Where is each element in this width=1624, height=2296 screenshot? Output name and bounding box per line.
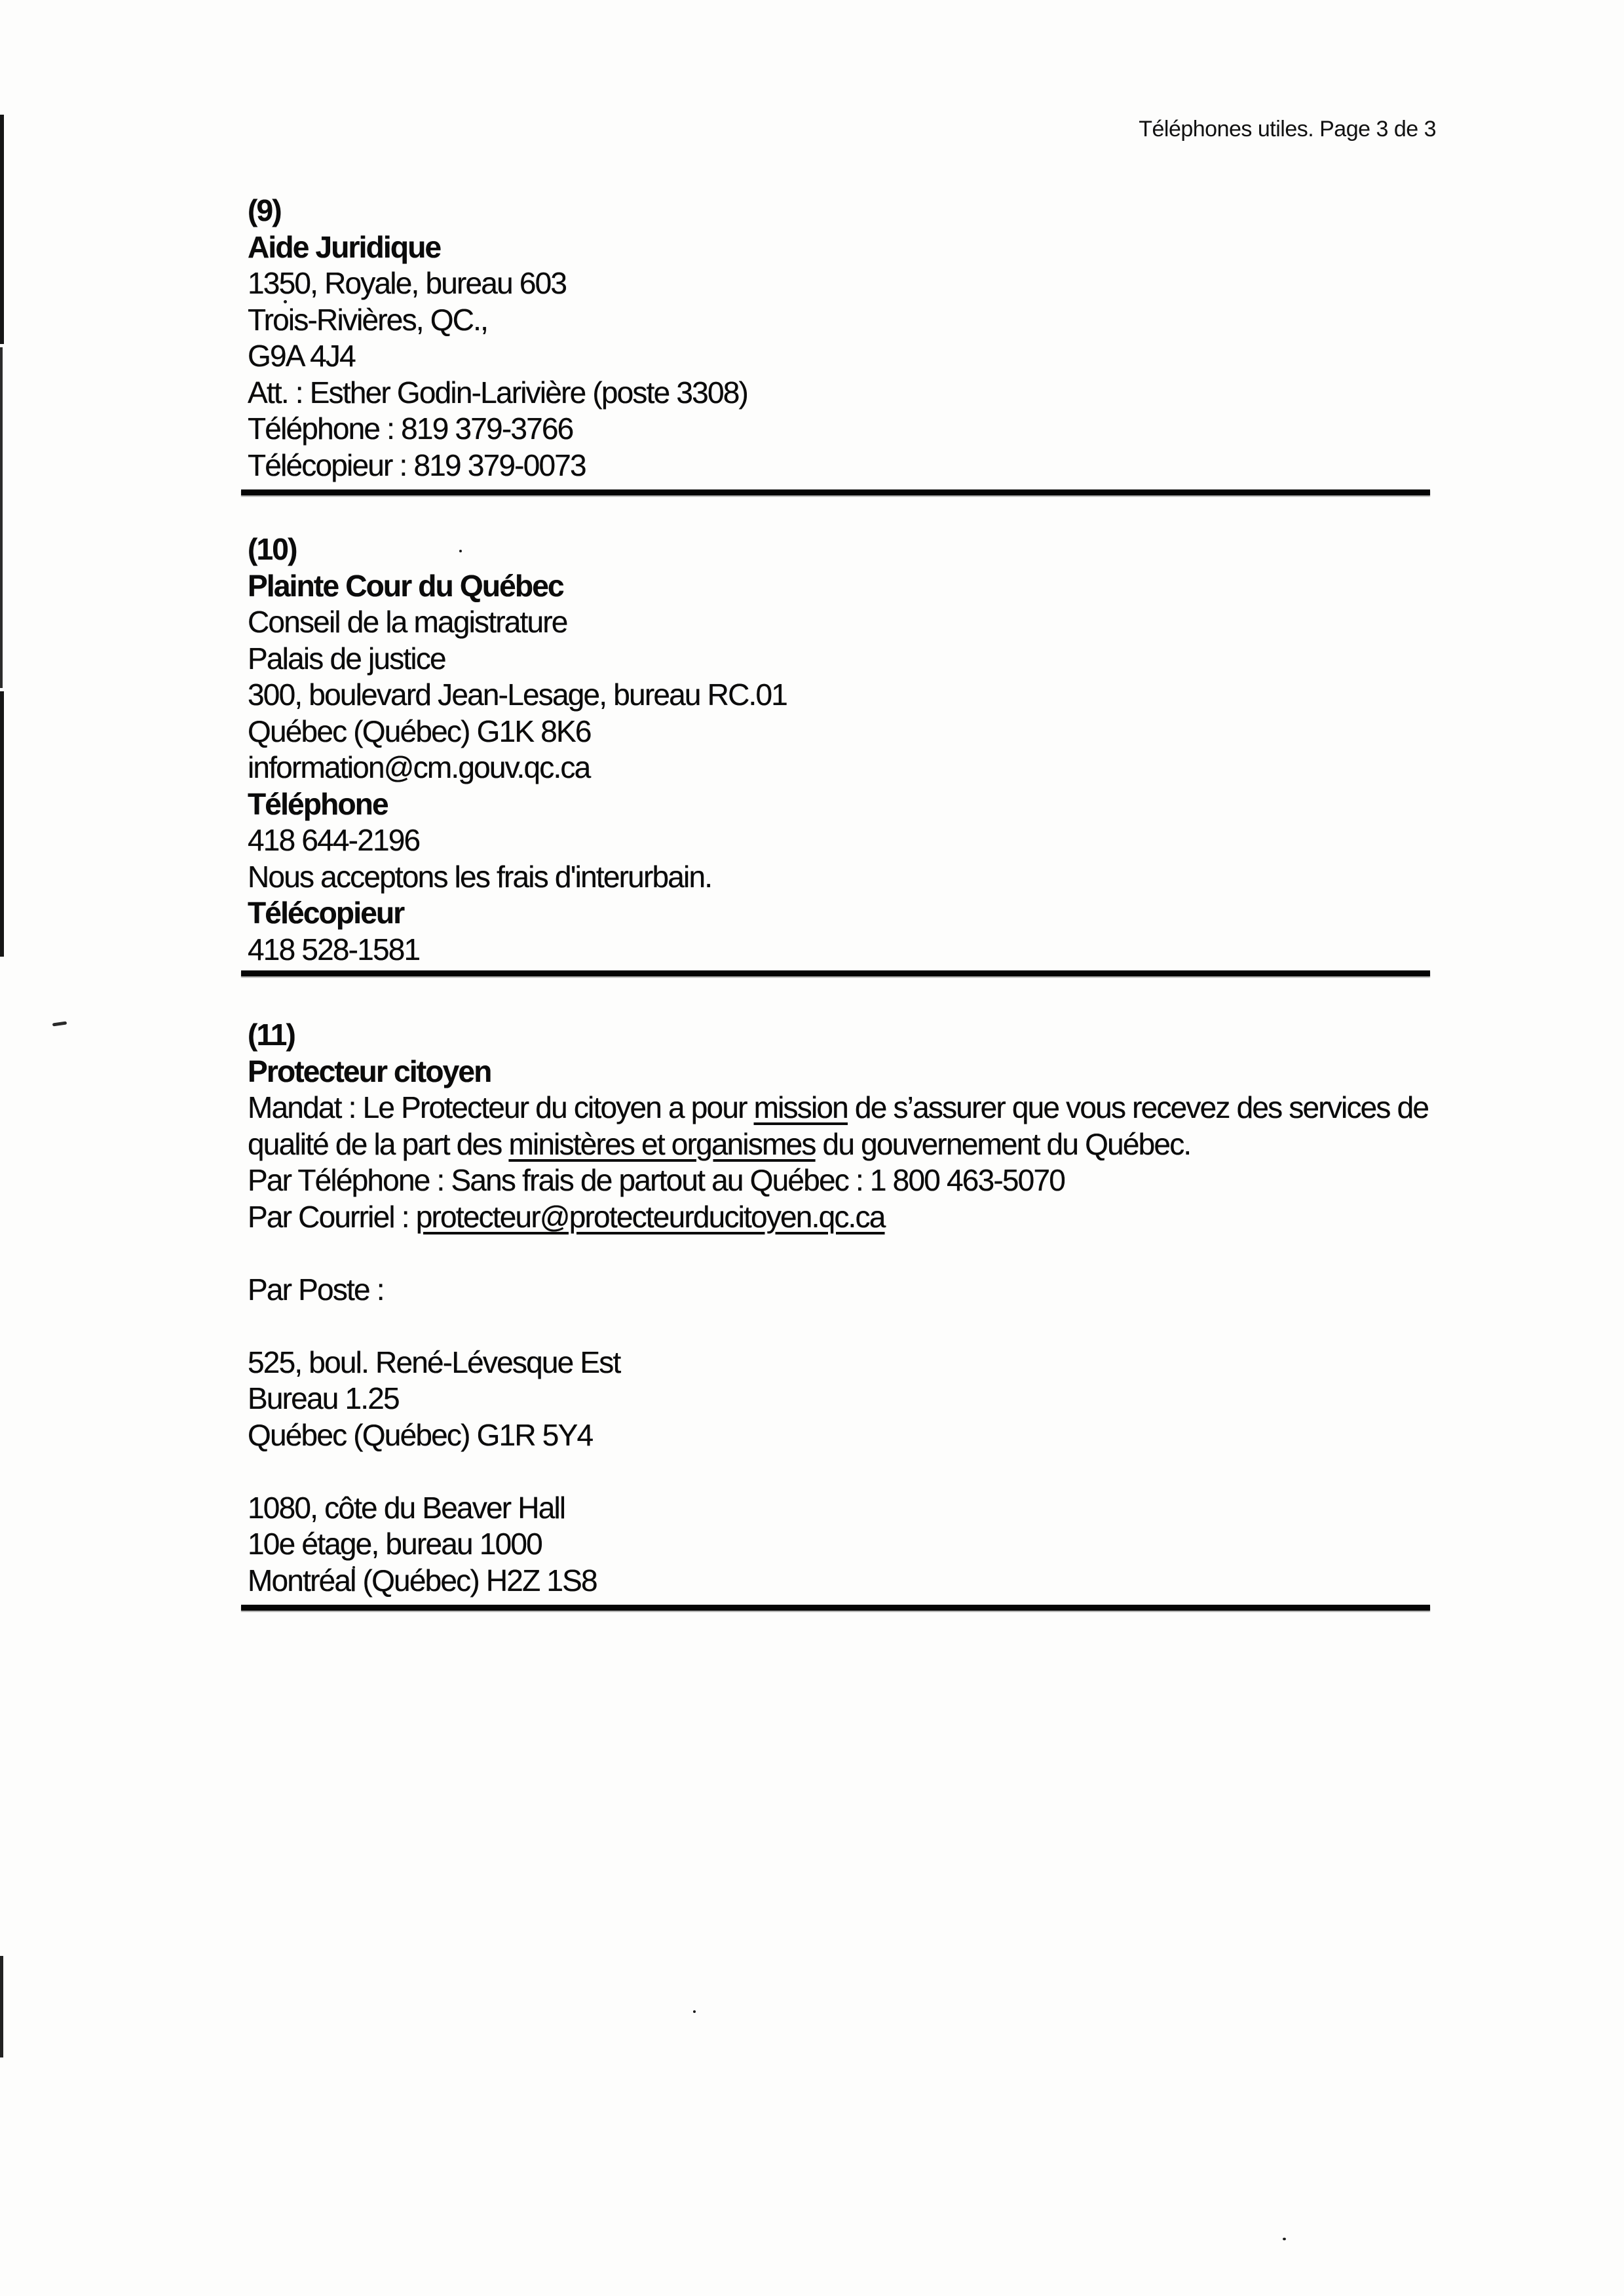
- mandate-underlined-word: mission: [753, 1090, 848, 1124]
- email-address: protecteur@protecteurducitoyen.qc.ca: [415, 1199, 885, 1234]
- mandate-text: de s’assurer que vous recevez des services de: [847, 1090, 1429, 1124]
- mandate-text: du gouvernement du Québec.: [815, 1126, 1191, 1161]
- address-line: Trois-Rivières, QC.,: [248, 302, 488, 337]
- address-line: Montréal (Québec) H2Z 1S8: [248, 1563, 597, 1598]
- section-plainte-cour-du-quebec: [248, 531, 1437, 968]
- section-divider: [241, 970, 1430, 976]
- scan-edge-artifact: [0, 115, 4, 344]
- scan-speck: [1283, 2238, 1286, 2240]
- mandate-line-1: [248, 1090, 1437, 1126]
- phone-note: Nous acceptons les frais d'interurbain.: [248, 859, 712, 894]
- section-protecteur-citoyen: [248, 1017, 1437, 1599]
- fax-label: Télécopieur: [248, 896, 404, 930]
- section-aide-juridique: [248, 193, 1437, 484]
- mandate-text: Mandat : Le Protecteur du citoyen a pour: [248, 1090, 754, 1124]
- section-divider: [241, 489, 1430, 495]
- address-line: 1350, Royale, bureau 603: [248, 266, 567, 300]
- mandate-line-2: [248, 1126, 1437, 1163]
- address-line: Québec (Québec) G1R 5Y4: [248, 1417, 593, 1452]
- phone-line: Par Téléphone : Sans frais de partout au Québec : 1 800 463-5070: [248, 1163, 1065, 1197]
- email-line: information@cm.gouv.qc.ca: [248, 750, 590, 784]
- section-title: Plainte Cour du Québec: [248, 568, 563, 603]
- fax-line: Télécopieur : 819 379-0073: [248, 448, 586, 482]
- address-line: 300, boulevard Jean-Lesage, bureau RC.01: [248, 678, 787, 712]
- address-line: Bureau 1.25: [248, 1381, 399, 1415]
- mandate-text: qualité de la part des: [248, 1126, 509, 1161]
- phone-label: Téléphone: [248, 786, 388, 821]
- page-header: Téléphones utiles. Page 3 de 3: [1139, 117, 1436, 142]
- section-title: Protecteur citoyen: [248, 1054, 491, 1088]
- fax-number: 418 528-1581: [248, 932, 420, 966]
- section-number: (10): [248, 532, 297, 566]
- par-poste-label: Par Poste :: [248, 1272, 384, 1307]
- phone-line: Téléphone : 819 379-3766: [248, 411, 573, 446]
- section-number: (9): [248, 193, 281, 227]
- postal-code-line: G9A 4J4: [248, 339, 355, 373]
- attention-line: Att. : Esther Godin-Larivière (poste 3308): [248, 375, 748, 410]
- address-line: 1080, côte du Beaver Hall: [248, 1490, 565, 1525]
- scan-edge-artifact: [0, 1956, 3, 2057]
- section-title: Aide Juridique: [248, 229, 441, 264]
- scan-edge-artifact: [0, 347, 3, 688]
- email-label: Par Courriel :: [248, 1199, 416, 1234]
- mandate-underlined-phrase: ministères et organismes: [508, 1126, 816, 1161]
- email-line: [248, 1199, 1437, 1236]
- scan-speck: [693, 2010, 696, 2013]
- address-line: Québec (Québec) G1K 8K6: [248, 714, 591, 748]
- scan-dash-artifact: [52, 1021, 67, 1026]
- section-divider: [241, 1605, 1430, 1611]
- address-line: 525, boul. René-Lévesque Est: [248, 1345, 620, 1379]
- org-line: Palais de justice: [248, 641, 445, 676]
- address-line: 10e étage, bureau 1000: [248, 1527, 542, 1561]
- phone-number: 418 644-2196: [248, 823, 420, 857]
- scan-edge-artifact: [0, 691, 4, 957]
- org-line: Conseil de la magistrature: [248, 605, 567, 639]
- section-number: (11): [248, 1018, 295, 1052]
- blank-line: [248, 1308, 1437, 1345]
- blank-line: [248, 1235, 1437, 1272]
- blank-line: [248, 1453, 1437, 1490]
